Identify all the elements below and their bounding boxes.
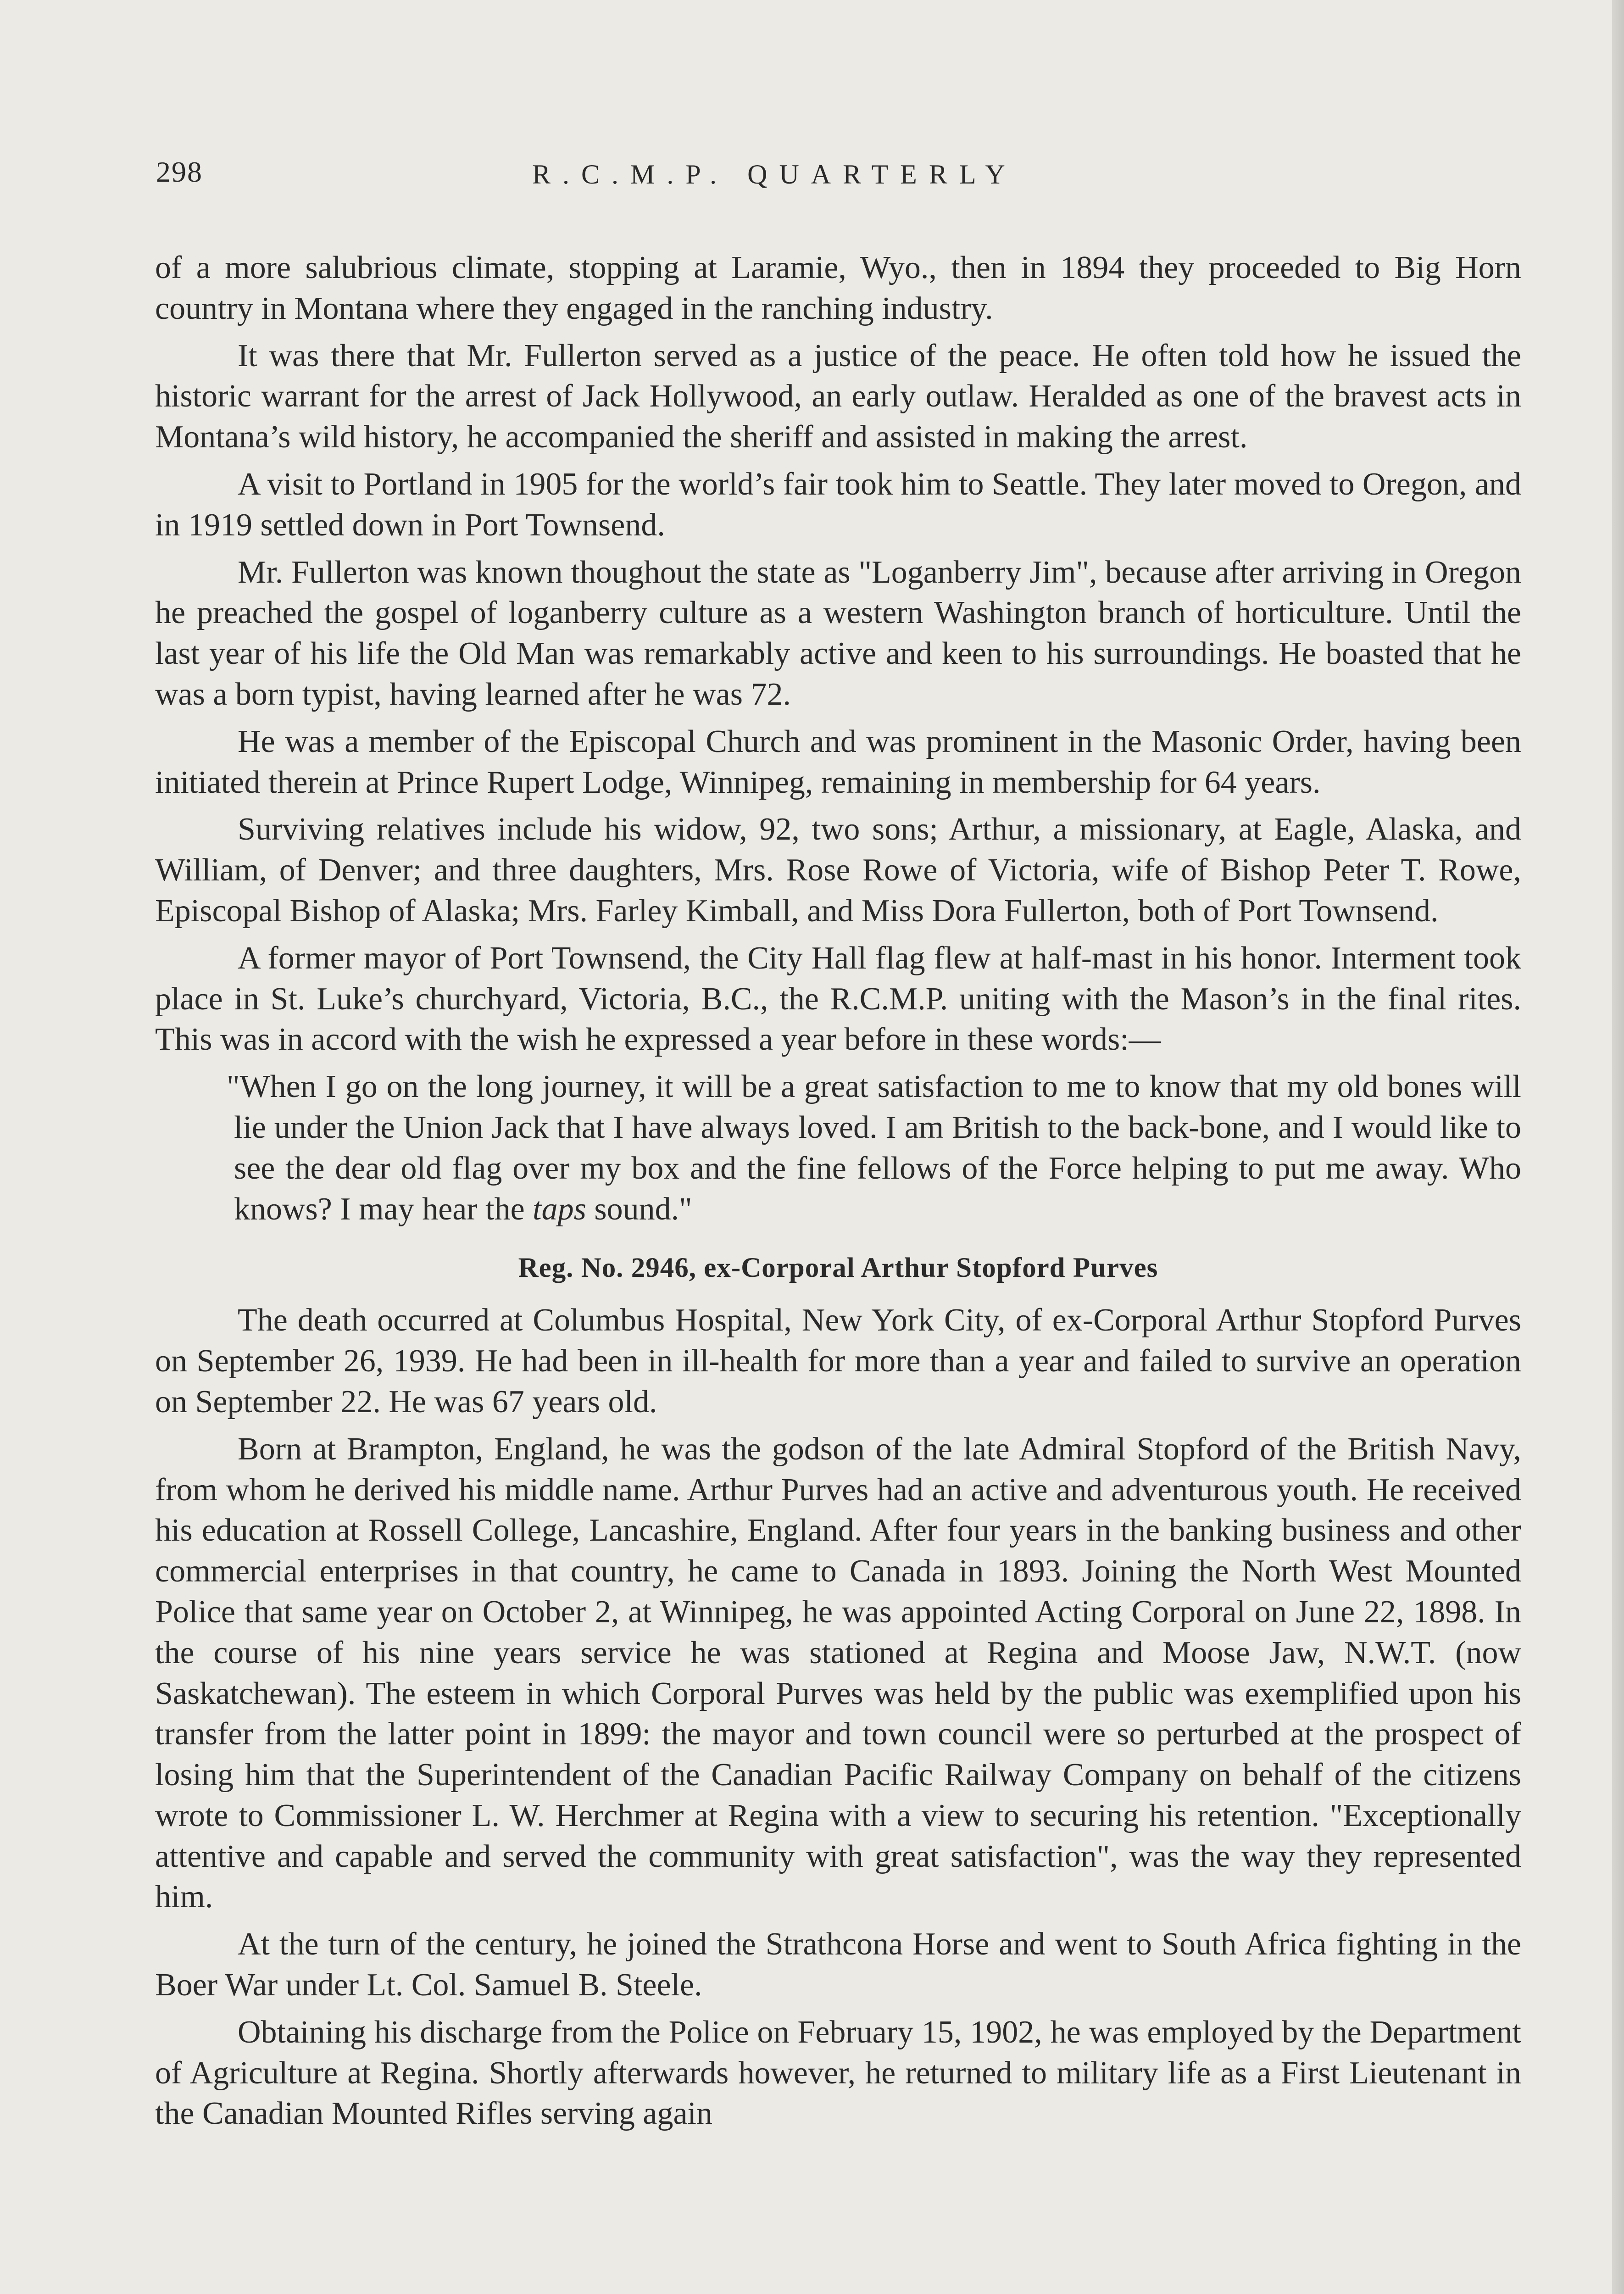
block-quote [227, 1067, 1521, 1230]
paragraph: A visit to Portland in 1905 for the world’s fair took him to Seattle. They later moved to Oregon, and in 1919 settled down in Port Townsend. [155, 466, 1521, 543]
paragraph: It was there that Mr. Fullerton served as a justice of the peace. He often told how he issued the historic warrant for the arrest of Jack Hollywood, an early outlaw. Heralded as one of the bravest acts in Montana’s wild history, he accompanied the sheriff and assisted in making the arrest. [155, 338, 1521, 455]
article-body [155, 248, 1521, 2141]
quote-emphasis: taps [533, 1191, 586, 1227]
paragraph: He was a member of the Episcopal Church and was prominent in the Masonic Order, having been initiated therein at Prince Rupert Lodge, Winnipeg, remaining in membership for 64 years. [155, 724, 1521, 800]
paragraph: At the turn of the century, he joined the Strathcona Horse and went to South Africa fighting in the Boer War under Lt. Col. Samuel B. Steele. [155, 1927, 1521, 2003]
quote-text: "When I go on the long journey, it will be a great satisfaction to me to know that my old bones will lie under the Union Jack that I have always loved. I am British to the back-bone, and I would like to see the dear old flag over my box and the fine fellows of the Force helping to put me away. Who knows? I may hear the [227, 1069, 1521, 1227]
page-header [156, 155, 1523, 201]
page-number: 298 [156, 156, 203, 188]
running-title: R.C.M.P. QUARTERLY [532, 159, 1017, 189]
section-heading: Reg. No. 2946, ex-Corporal Arthur Stopford Purves [518, 1253, 1158, 1284]
paragraph: Mr. Fullerton was known thoughout the state as "Loganberry Jim", because after arriving in Oregon he preached the gospel of loganberry culture as a western Washington branch of horticulture. Until the last year of his life the Old Man was remarkably active and keen to his surroundings. He boasted that he was a born typist, having learned after he was 72. [155, 554, 1521, 712]
page-edge-shadow [1612, 0, 1624, 2294]
quote-ending: sound." [594, 1191, 692, 1227]
paragraph: of a more salubrious climate, stopping at Laramie, Wyo., then in 1894 they proceeded to Big Horn country in Montana where they engaged in the ranching industry. [155, 250, 1521, 326]
paragraph: Born at Brampton, England, he was the godson of the late Admiral Stopford of the British Navy, from whom he derived his middle name. Arthur Purves had an active and adventurous youth. He received his education at Rossell College, Lancashire, England. After four years in the banking business and other commercial enterprises in that country, he came to Canada in 1893. Joining the North West Mounted Police that same year on October 2, at Winnipeg, he was appointed Acting Corporal on June 22, 1898. In the course of his nine years service he was stationed at Regina and Moose Jaw, N.W.T. (now Saskatchewan). The esteem in which Corporal Purves was held by the public was exemplified upon his transfer from the latter point in 1899: the mayor and town council were so perturbed at the prospect of losing him that the Superintendent of the Canadian Pacific Railway Company on behalf of the citizens wrote to Commissioner L. W. Herchmer at Regina with a view to securing his retention. "Exceptionally attentive and capable and served the community with great satisfaction", was the way they represented him. [155, 1431, 1521, 1915]
paragraph: The death occurred at Columbus Hospital, New York City, of ex-Corporal Arthur Stopford Purves on September 26, 1939. He had been in ill-health for more than a year and failed to survive an operation on September 22. He was 67 years old. [155, 1303, 1521, 1420]
paragraph: Surviving relatives include his widow, 92, two sons; Arthur, a missionary, at Eagle, Alaska, and William, of Denver; and three daughters, Mrs. Rose Rowe of Victoria, wife of Bishop Peter T. Rowe, Episcopal Bishop of Alaska; Mrs. Farley Kimball, and Miss Dora Fullerton, both of Port Townsend. [155, 812, 1521, 929]
paragraph: A former mayor of Port Townsend, the City Hall flag flew at half-mast in his honor. Interment took place in St. Luke’s churchyard, Victoria, B.C., the R.C.M.P. uniting with the Mason’s in the final rites. This was in accord with the wish he expressed a year before in these words:— [155, 940, 1521, 1058]
paragraph: Obtaining his discharge from the Police on February 15, 1902, he was employed by the Department of Agriculture at Regina. Shortly afterwards however, he returned to military life as a First Lieutenant in the Canadian Mounted Rifles serving again [155, 2014, 1521, 2132]
